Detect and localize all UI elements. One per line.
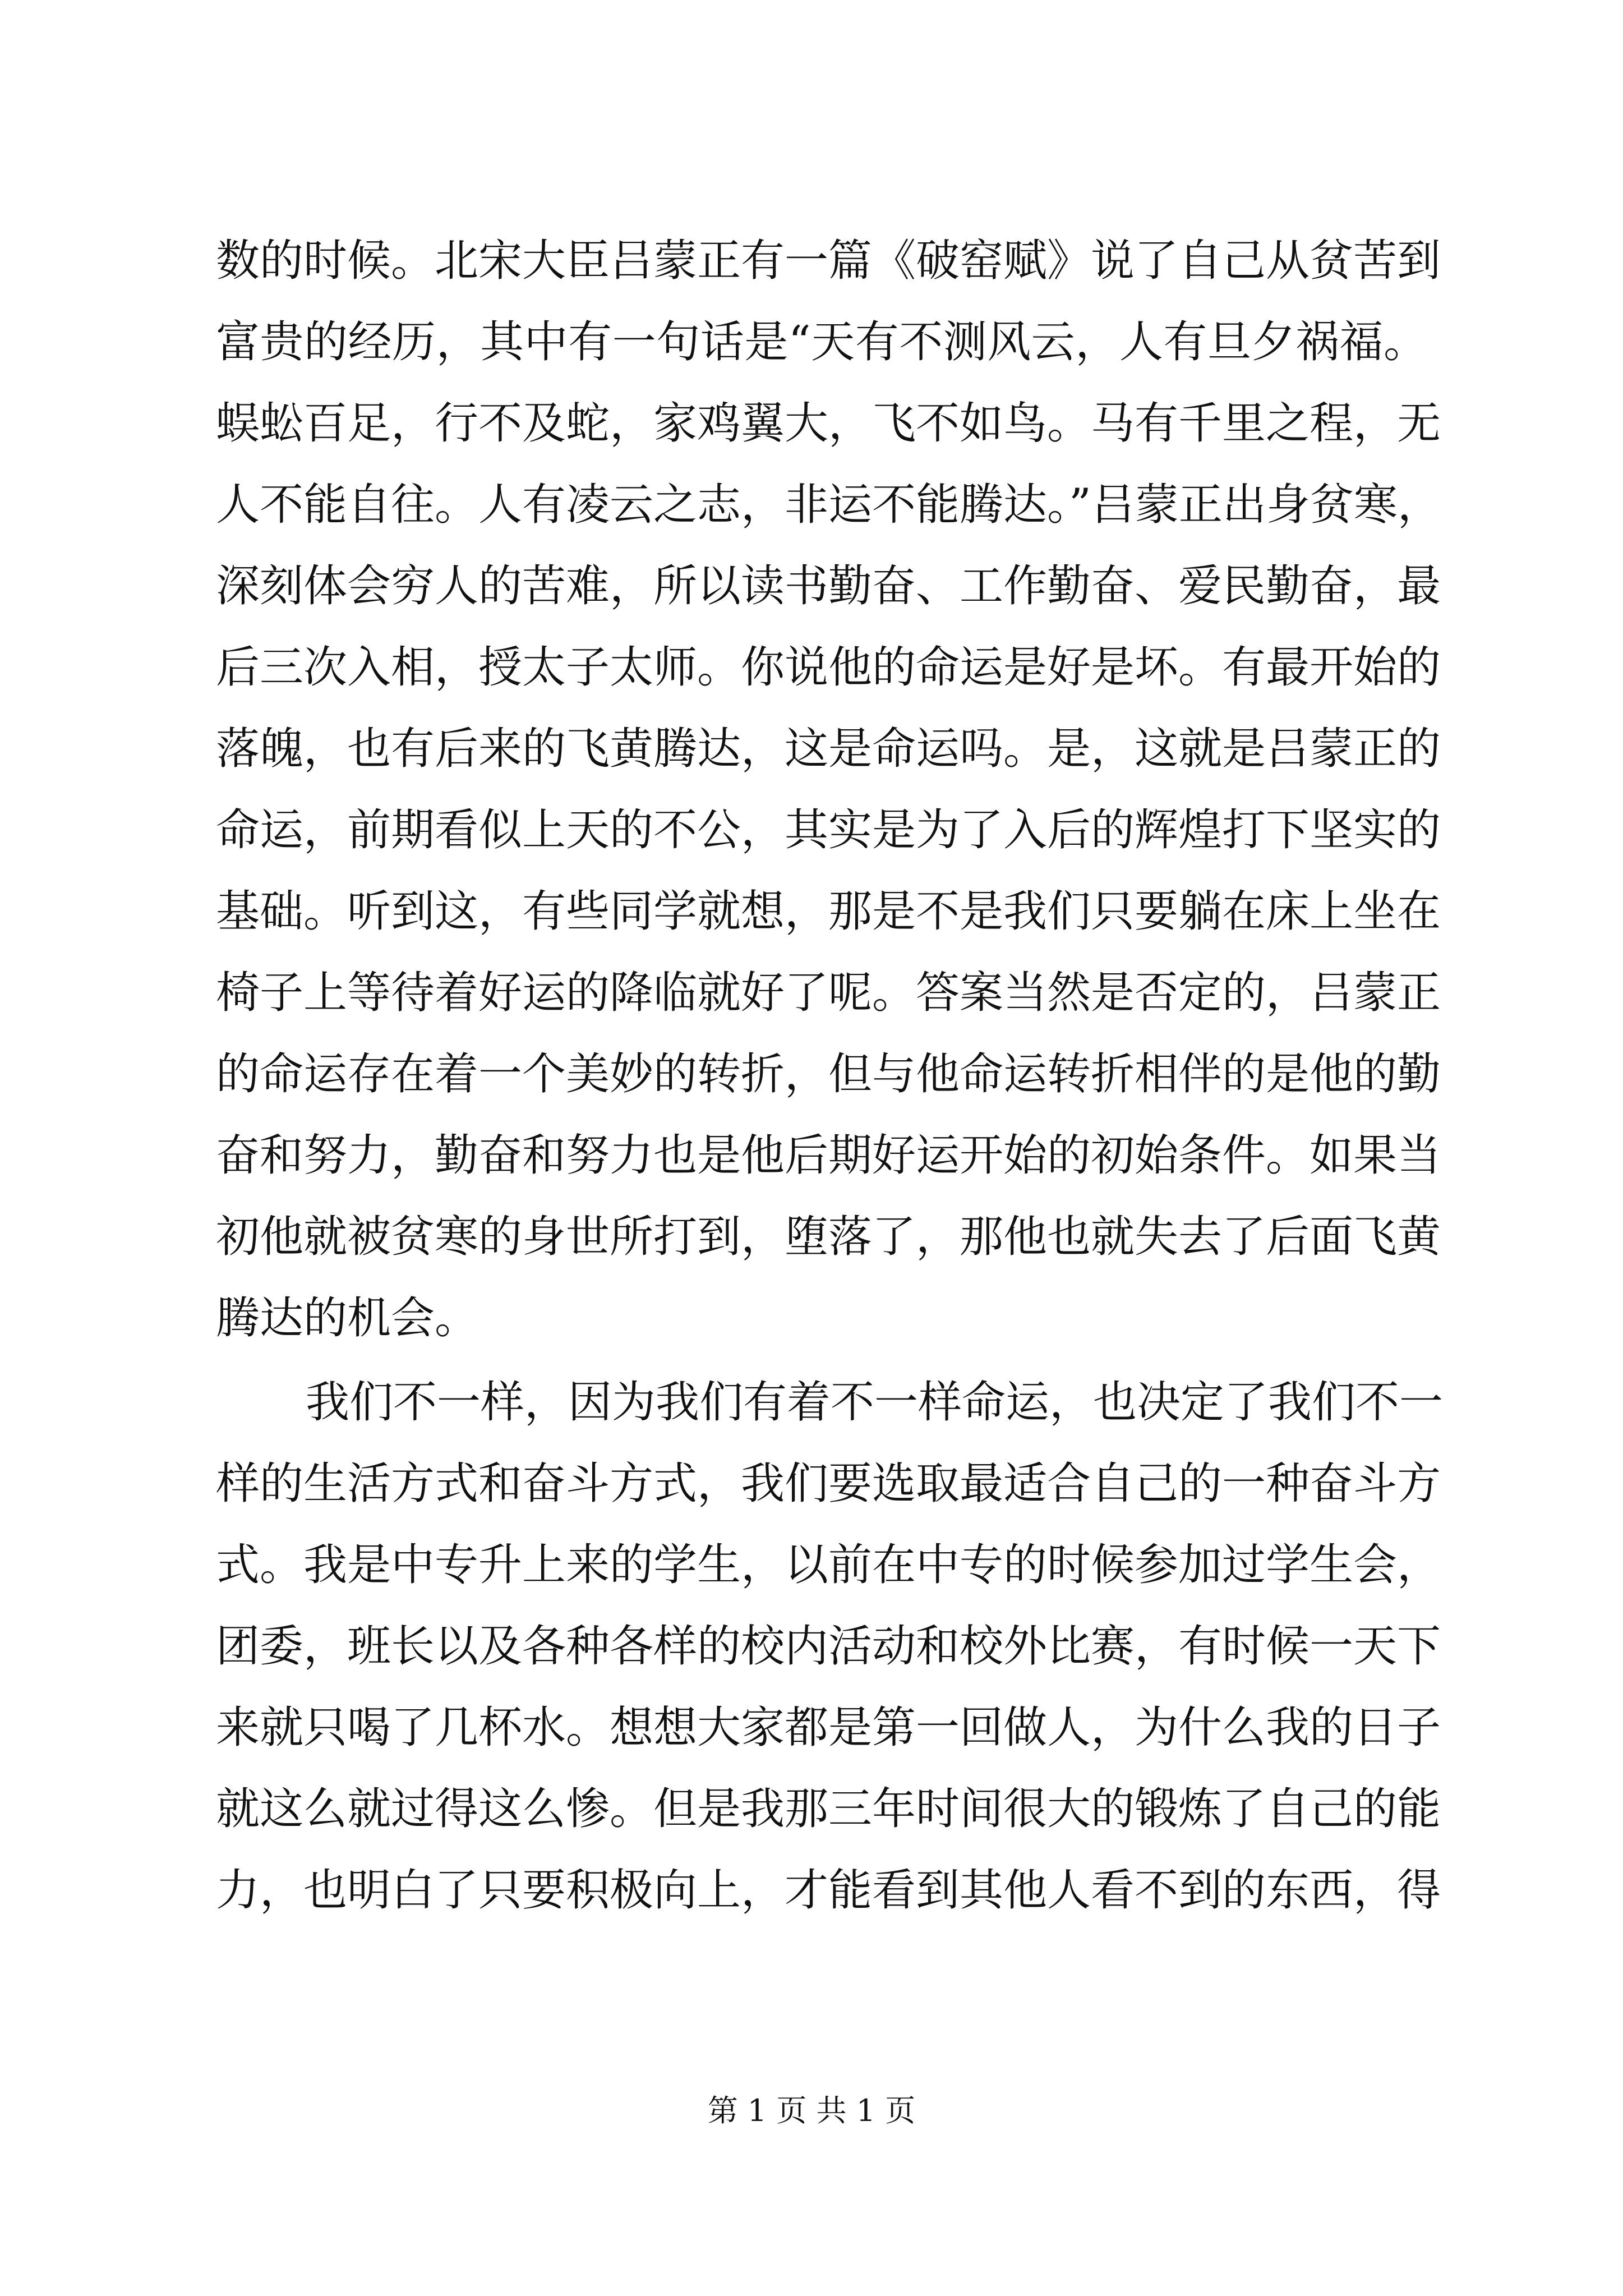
paragraph-2-line-7: 力，也明白了只要积极向上，才能看到其他人看不到的东西，得 <box>216 1865 1441 1916</box>
paragraph-1-line-4: 人不能自往。人有凌云之志，非运不能腾达。”吕蒙正出身贫寒， <box>216 480 1441 530</box>
paragraph-2-line-5: 来就只喝了几杯水。想想大家都是第一回做人，为什么我的日子 <box>216 1703 1441 1753</box>
paragraph-1-line-3: 蜈蚣百足，行不及蛇，家鸡翼大，飞不如鸟。马有千里之程，无 <box>216 398 1441 449</box>
paragraph-1-line-2: 富贵的经历，其中有一句话是“天有不测风云，人有旦夕祸福。 <box>216 317 1427 367</box>
paragraph-1-line-14: 腾达的机会。 <box>216 1293 479 1343</box>
paragraph-2-line-2: 样的生活方式和奋斗方式，我们要选取最适合自己的一种奋斗方 <box>216 1458 1441 1509</box>
paragraph-1-line-11: 的命运存在着一个美妙的转折，但与他命运转折相伴的是他的勤 <box>216 1049 1441 1099</box>
paragraph-1-line-1: 数的时候。北宋大臣吕蒙正有一篇《破窑赋》说了自己从贫苦到 <box>216 236 1441 286</box>
page-number-footer: 第 1 页 共 1 页 <box>707 2093 916 2128</box>
paragraph-1-line-7: 落魄，也有后来的飞黄腾达，这是命运吗。是，这就是吕蒙正的 <box>216 724 1441 774</box>
paragraph-2-line-1: 我们不一样，因为我们有着不一样命运，也决定了我们不一 <box>306 1377 1444 1428</box>
paragraph-1-line-6: 后三次入相，授太子太师。你说他的命运是好是坏。有最开始的 <box>216 642 1441 693</box>
paragraph-1-line-13: 初他就被贫寒的身世所打到，堕落了，那他也就失去了后面飞黄 <box>216 1212 1441 1262</box>
paragraph-2-line-3: 式。我是中专升上来的学生，以前在中专的时候参加过学生会， <box>216 1540 1441 1590</box>
paragraph-1-line-10: 椅子上等待着好运的降临就好了呢。答案当然是否定的，吕蒙正 <box>216 968 1441 1018</box>
paragraph-2-line-4: 团委，班长以及各种各样的校内活动和校外比赛，有时候一天下 <box>216 1621 1441 1672</box>
paragraph-2-line-6: 就这么就过得这么惨。但是我那三年时间很大的锻炼了自己的能 <box>216 1784 1441 1834</box>
paragraph-1-line-8: 命运，前期看似上天的不公，其实是为了入后的辉煌打下坚实的 <box>216 805 1441 855</box>
paragraph-1-line-12: 奋和努力，勤奋和努力也是他后期好运开始的初始条件。如果当 <box>216 1130 1441 1181</box>
paragraph-1-line-9: 基础。听到这，有些同学就想，那是不是我们只要躺在床上坐在 <box>216 886 1441 937</box>
paragraph-1-line-5: 深刻体会穷人的苦难，所以读书勤奋、工作勤奋、爱民勤奋，最 <box>216 561 1441 611</box>
